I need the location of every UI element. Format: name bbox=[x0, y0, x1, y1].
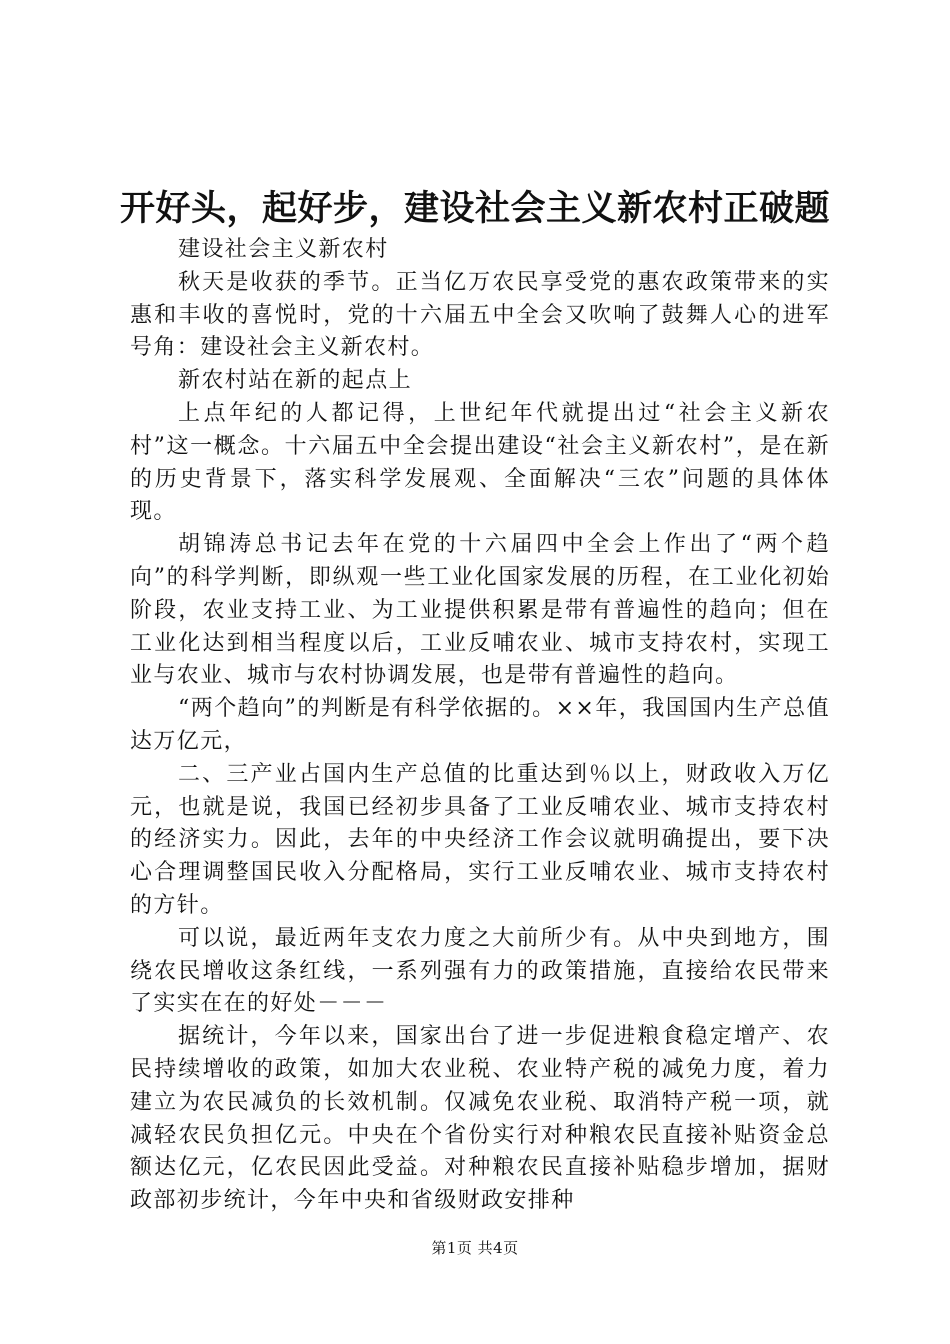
paragraph: 可以说，最近两年支农力度之大前所少有。从中央到地方，围绕农民增收这条红线，一系列强有力的政策措施，直接给农民带来了实实在在的好处－－－ bbox=[130, 925, 830, 1017]
paragraph: 据统计，今年以来，国家出台了进一步促进粮食稳定增产、农民持续增收的政策，如加大农业税、农业特产税的减免力度，着力建立为农民减负的长效机制。仅减免农业税、取消特产税一项，就减轻农民负担亿元。中央在个省份实行对种粮农民直接补贴资金总额达亿元，亿农民因此受益。对种粮农民直接补贴稳步增加，据财政部初步统计，今年中央和省级财政安排种 bbox=[130, 1024, 830, 1214]
page-title: 开好头，起好步，建设社会主义新农村正破题 bbox=[119, 188, 830, 229]
page-footer: 第1页 共4页 bbox=[431, 1239, 519, 1257]
paragraph: 胡锦涛总书记去年在党的十六届四中全会上作出了“两个趋向”的科学判断，即纵观一些工业化国家发展的历程，在工业化初始阶段，农业支持工业、为工业提供积累是带有普遍性的趋向；但在工业化达到相当程度以后，工业反哺农业、城市支持农村，实现工业与农业、城市与农村协调发展，也是带有普遍性的趋向。 bbox=[130, 532, 830, 689]
paragraph: 上点年纪的人都记得，上世纪年代就提出过“社会主义新农村”这一概念。十六届五中全会提出建设“社会主义新农村”，是在新的历史背景下，落实科学发展观、全面解决“三农”问题的具体体现。 bbox=[130, 400, 830, 525]
paragraph: 秋天是收获的季节。正当亿万农民享受党的惠农政策带来的实惠和丰收的喜悦时，党的十六届五中全会又吹响了鼓舞人心的进军号角：建设社会主义新农村。 bbox=[130, 269, 830, 361]
document-body bbox=[130, 234, 830, 1218]
paragraph: 新农村站在新的起点上 bbox=[178, 368, 413, 394]
paragraph: 建设社会主义新农村 bbox=[178, 237, 389, 262]
paragraph: 二、三产业占国内生产总值的比重达到％以上，财政收入万亿元，也就是说，我国已经初步具备了工业反哺农业、城市支持农村的经济实力。因此，去年的中央经济工作会议就明确提出，要下决心合理调整国民收入分配格局，实行工业反哺农业、城市支持农村的方针。 bbox=[130, 761, 830, 918]
paragraph: “两个趋向”的判断是有科学依据的。××年，我国国内生产总值达万亿元， bbox=[130, 696, 830, 754]
